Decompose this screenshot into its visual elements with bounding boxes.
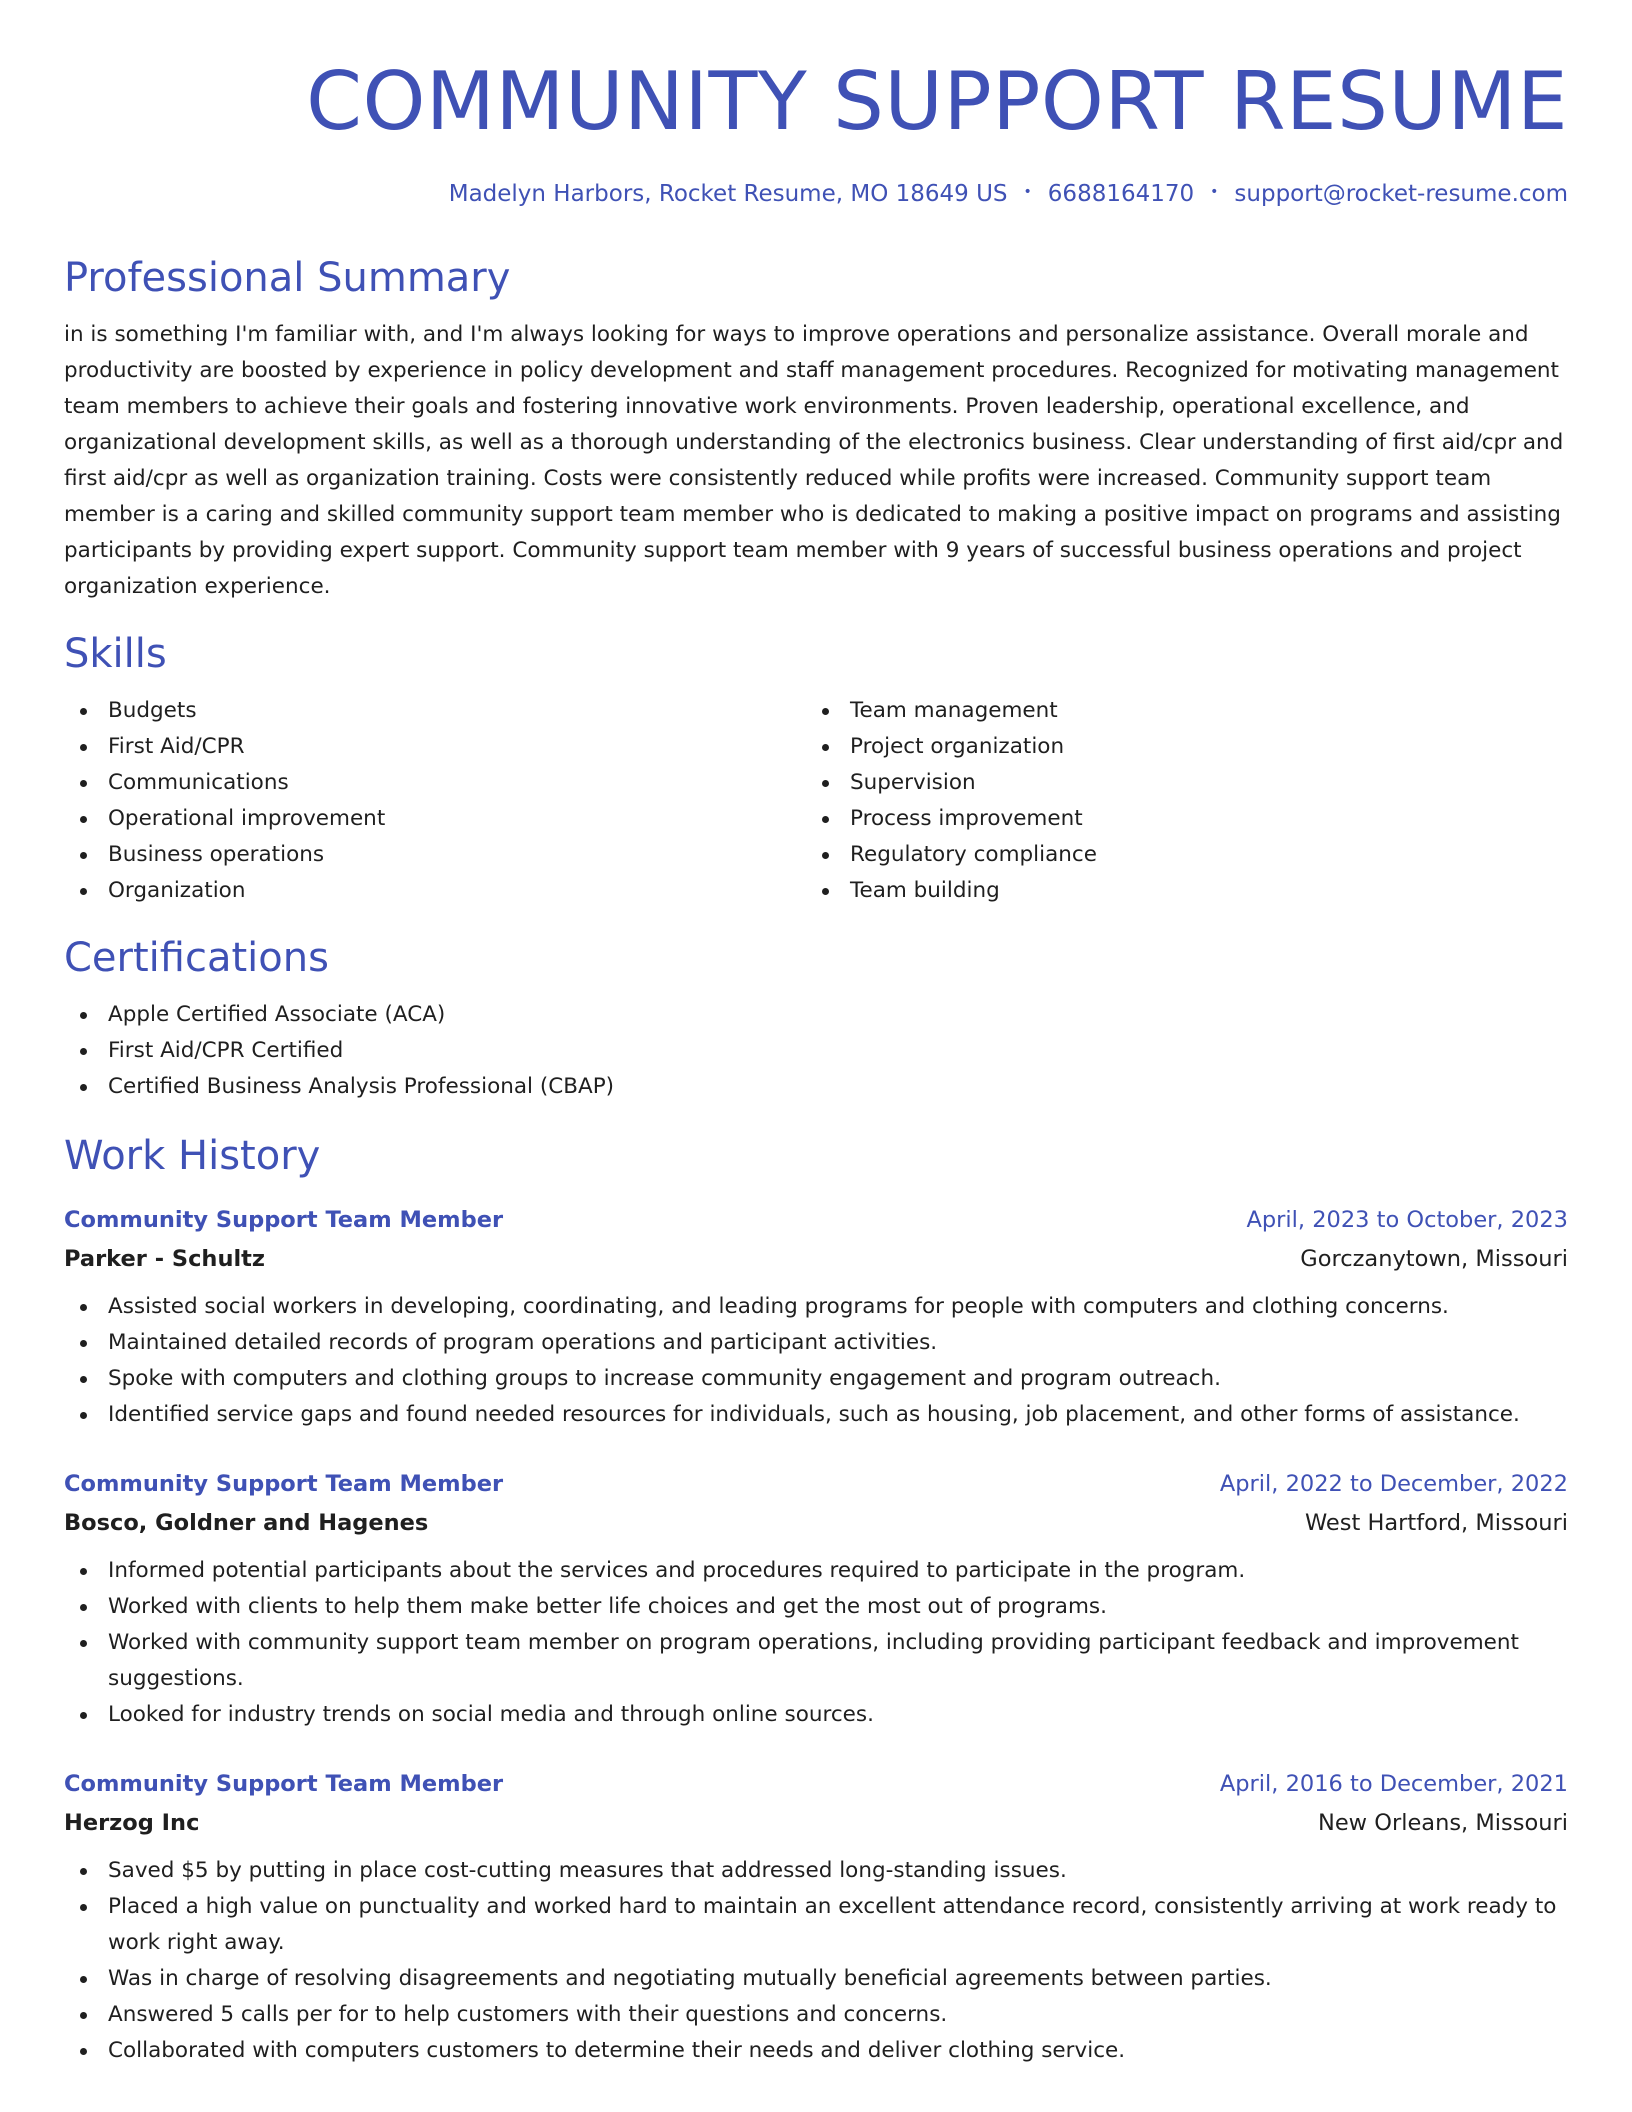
job-company-row — [64, 1503, 1568, 1543]
job-bullet: Worked with clients to help them make better life choices and get the most out of programs. — [64, 1589, 1568, 1625]
skills-list-right — [806, 693, 1568, 909]
job-bullet: Maintained detailed records of program operations and participant activities. — [64, 1325, 1568, 1361]
skills-heading: Skills — [64, 630, 167, 677]
job-company: Bosco, Goldner and Hagenes — [64, 1509, 429, 1536]
contact-line — [64, 178, 1568, 211]
skill-item: Supervision — [806, 765, 1568, 801]
job-location: West Hartford, Missouri — [1304, 1509, 1568, 1536]
job-bullet: Placed a high value on punctuality and worked hard to maintain an excellent attendance record, consistently arriving at work ready to work right away. — [64, 1889, 1568, 1961]
skill-item: Budgets — [64, 693, 806, 729]
skill-item: Communications — [64, 765, 806, 801]
skills-list-left — [64, 693, 806, 909]
certification-item: Apple Certified Associate (ACA) — [64, 997, 1568, 1033]
skill-item: Team management — [806, 693, 1568, 729]
contact-email[interactable]: support@rocket-resume.com — [1234, 181, 1568, 207]
job-company: Parker - Schultz — [64, 1245, 266, 1272]
skill-item: First Aid/CPR — [64, 729, 806, 765]
job-bullet: Collaborated with computers customers to determine their needs and deliver clothing service. — [64, 2033, 1568, 2069]
resume-title: COMMUNITY SUPPORT RESUME — [306, 55, 1568, 148]
job-entry — [64, 1465, 1568, 1733]
job-location: Gorczanytown, Missouri — [1300, 1245, 1568, 1272]
job-company-row — [64, 1803, 1568, 1843]
contact-separator: • — [1210, 183, 1219, 200]
summary-text: in is something I'm familiar with, and I'm always looking for ways to improve operations and personalize assistance. Overall morale and productivity are boosted by experience in policy development and staff management procedures. Recognized for motivating management team members to achieve their goals and fostering innovative work environments. Proven leadership, operational excellence, and organizational development skills, as well as a thorough understanding of the electronics business. Clear understanding of first aid/cpr and first aid/cpr as well as organization training. Costs were consistently reduced while profits were increased. Community support team member is a caring and skilled community support team member who is dedicated to making a positive impact on programs and assisting participants by providing expert support. Community support team member with 9 years of successful business operations and project organization experience. — [64, 321, 1564, 599]
job-dates: April, 2023 to October, 2023 — [1246, 1206, 1568, 1233]
job-bullet: Answered 5 calls per for to help customers with their questions and concerns. — [64, 1997, 1568, 2033]
job-title: Community Support Team Member — [64, 1770, 504, 1797]
job-title: Community Support Team Member — [64, 1470, 504, 1497]
certification-item: Certified Business Analysis Professional (CBAP) — [64, 1069, 1568, 1105]
job-bullet: Assisted social workers in developing, coordinating, and leading programs for people with computers and clothing concerns. — [64, 1289, 1568, 1325]
job-bullet: Identified service gaps and found needed resources for individuals, such as housing, job placement, and other forms of assistance. — [64, 1397, 1568, 1433]
job-dates: April, 2022 to December, 2022 — [1219, 1470, 1568, 1497]
skill-item: Organization — [64, 873, 806, 909]
job-bullets — [64, 1289, 1568, 1433]
skill-item: Business operations — [64, 837, 806, 873]
work-history-heading: Work History — [64, 1132, 321, 1179]
certification-item: First Aid/CPR Certified — [64, 1033, 1568, 1069]
skill-item: Project organization — [806, 729, 1568, 765]
job-header-row — [64, 1201, 1568, 1239]
contact-separator: • — [1023, 183, 1032, 200]
skill-item: Regulatory compliance — [806, 837, 1568, 873]
contact-address: Madelyn Harbors, Rocket Resume, MO 18649 US — [448, 181, 1008, 207]
certifications-list — [64, 997, 1568, 1105]
job-bullet: Spoke with computers and clothing groups to increase community engagement and program outreach. — [64, 1361, 1568, 1397]
job-entry — [64, 1201, 1568, 1433]
job-dates: April, 2016 to December, 2021 — [1219, 1770, 1568, 1797]
skill-item: Team building — [806, 873, 1568, 909]
job-bullet: Worked with community support team member on program operations, including providing participant feedback and improvement suggestions. — [64, 1625, 1568, 1697]
certifications-heading: Certifications — [64, 934, 329, 981]
job-header-row — [64, 1465, 1568, 1503]
job-bullet: Informed potential participants about the services and procedures required to participate in the program. — [64, 1553, 1568, 1589]
job-location: New Orleans, Missouri — [1318, 1809, 1568, 1836]
job-company-row — [64, 1239, 1568, 1279]
skill-item: Operational improvement — [64, 801, 806, 837]
job-bullets — [64, 1853, 1568, 2069]
job-bullets — [64, 1553, 1568, 1733]
job-bullet: Was in charge of resolving disagreements and negotiating mutually beneficial agreements between parties. — [64, 1961, 1568, 1997]
summary-heading: Professional Summary — [64, 254, 511, 301]
job-title: Community Support Team Member — [64, 1206, 504, 1233]
skill-item: Process improvement — [806, 801, 1568, 837]
skills-grid — [64, 693, 1568, 909]
contact-phone: 6688164170 — [1047, 181, 1195, 207]
job-bullet: Saved $5 by putting in place cost-cutting measures that addressed long-standing issues. — [64, 1853, 1568, 1889]
job-entry — [64, 1765, 1568, 2069]
job-company: Herzog Inc — [64, 1809, 200, 1836]
job-header-row — [64, 1765, 1568, 1803]
job-bullet: Looked for industry trends on social media and through online sources. — [64, 1697, 1568, 1733]
